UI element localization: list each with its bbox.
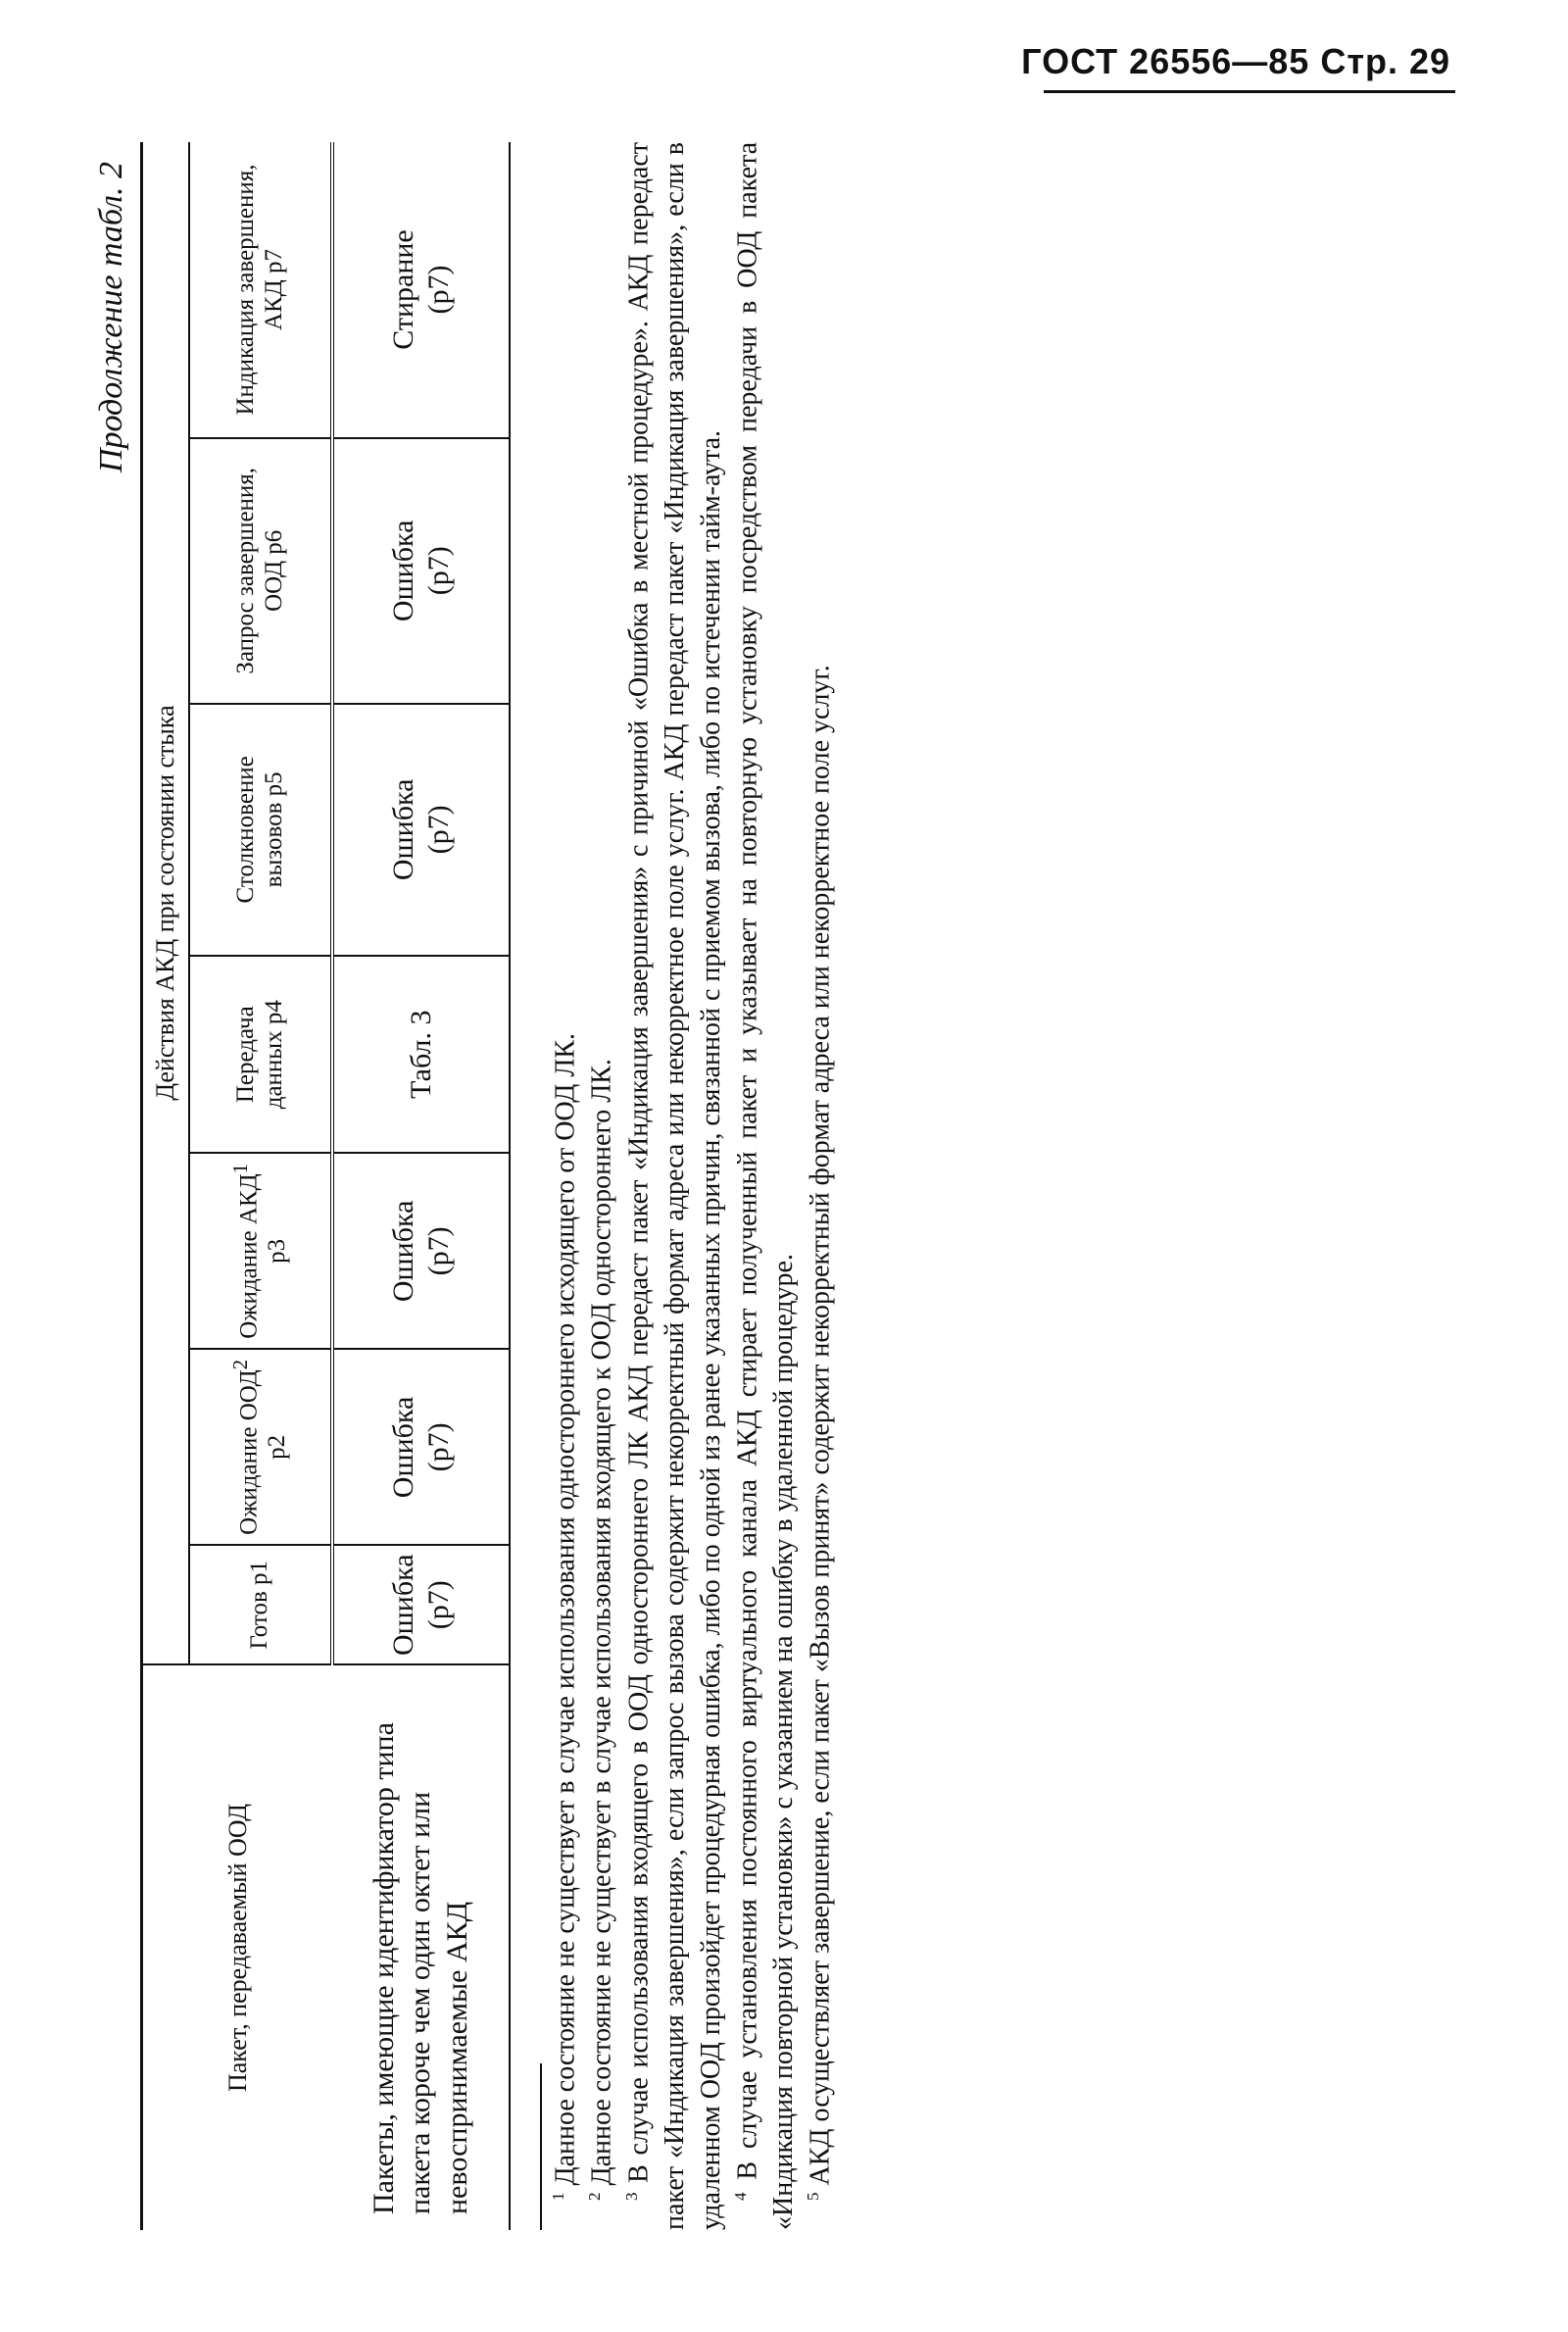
state-header-7: Индикация завершения, АКД р7	[189, 142, 332, 438]
footnote	[548, 142, 584, 2230]
footnote	[803, 142, 839, 2230]
cell-state-1: Ошибка (р7)	[332, 1545, 510, 1664]
table-caption: Продолжение табл. 2	[93, 162, 129, 473]
footnote-text: Данное состояние не существует в случае использования одностороннего исходящего от ООД ЛК.	[550, 1032, 581, 2186]
footnote-number: 1	[549, 2192, 567, 2201]
notes-rule	[540, 2063, 542, 2230]
cell-state-3: Ошибка (р7)	[332, 1153, 510, 1349]
packet-description: Пакеты, имеющие идентификатор типа пакета короче чем один октет или невоспринимаемые АКД	[332, 1664, 510, 2230]
state-header-1: Готов р1	[189, 1545, 332, 1664]
state-header-6: Запрос завершения, ООД р6	[189, 438, 332, 704]
header-rule	[1044, 90, 1455, 93]
column-group-header: Действия АКД при состоянии стыка	[142, 142, 190, 1664]
footnote-text: В случае установления постоянного виртуального канала АКД стирает полученный пакет и указывает на повторную установку посредством передачи в ООД пакета «Индикация повторной установки» с указанием на ошибку в удаленной процедуре.	[732, 142, 800, 2230]
footnote-text: Данное состояние не существует в случае использования входящего к ООД одностороннего ЛК.	[586, 1059, 617, 2186]
footnotes	[548, 142, 839, 2230]
page-header: ГОСТ 26556—85 Стр. 29	[1021, 41, 1450, 81]
state-header-3: Ожидание АКД$^1$ р3	[189, 1153, 332, 1349]
footnote-text: АКД осуществляет завершение, если пакет «Вызов принят» содержит некорректный формат адреса или некорректное поле услуг.	[805, 665, 836, 2186]
footnote-number: 5	[803, 2192, 822, 2201]
state-header-5: Столкновение вызовов р5	[189, 704, 332, 957]
cell-state-7: Стирание (р7)	[332, 142, 510, 438]
footnote	[621, 142, 730, 2230]
footnote-number: 4	[730, 2192, 750, 2201]
actions-table	[140, 142, 511, 2230]
rotated-page-content	[93, 142, 1514, 2230]
state-header-2: Ожидание ООД$^2$ р2	[189, 1349, 332, 1545]
cell-state-5: Ошибка (р7)	[332, 704, 510, 957]
table-row	[332, 142, 510, 2230]
column-header-packet: Пакет, передаваемый ООД	[142, 1664, 333, 2230]
footnote	[730, 142, 803, 2230]
footnote-number: 2	[585, 2192, 605, 2201]
cell-state-2: Ошибка (р7)	[332, 1349, 510, 1545]
footnote	[584, 142, 620, 2230]
state-header-4: Передача данных р4	[189, 956, 332, 1153]
footnote-text: В случае использования входящего в ООД одностороннего ЛК АКД передаст пакет «Индикация завершения» с причиной «Ошибка в местной процедуре». АКД передаст пакет «Индикация завершения», если запрос вызова содержит некорректный формат адреса или некорректное поле услуг. АКД передаст пакет «Индикация завершения», если в удаленном ООД произойдет процедурная ошибка, либо по одной из ранее указанных причин, связанной с приемом вызова, либо по истечении тайм-аута.	[622, 142, 726, 2230]
cell-state-4: Табл. 3	[332, 956, 510, 1153]
footnote-number: 3	[621, 2192, 641, 2201]
cell-state-6: Ошибка (р7)	[332, 438, 510, 704]
